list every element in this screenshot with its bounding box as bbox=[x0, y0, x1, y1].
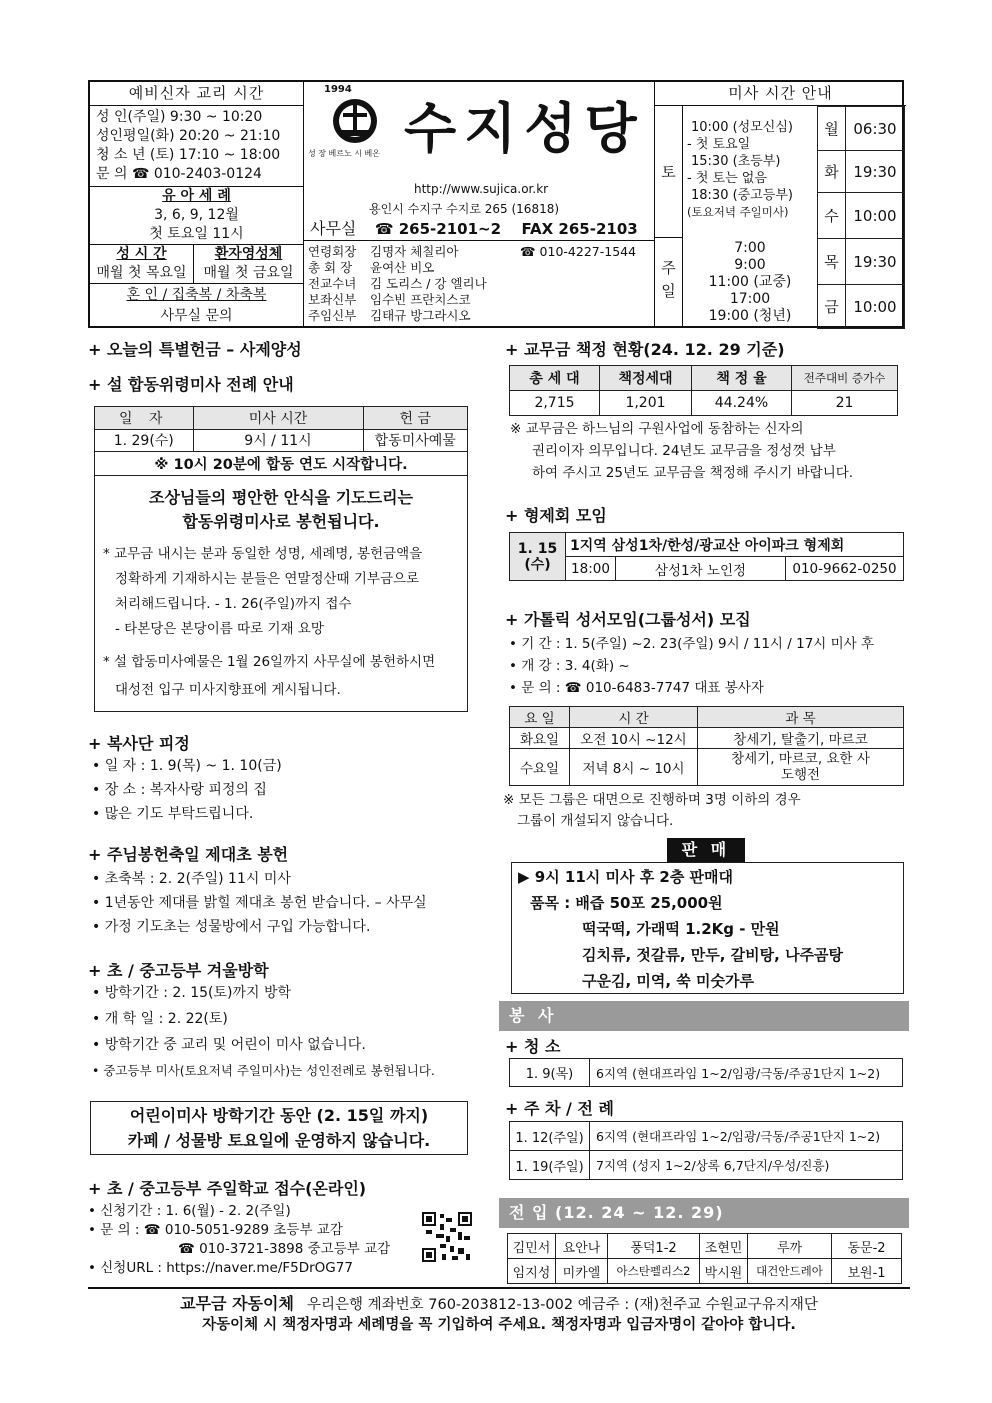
masthead-left bbox=[90, 82, 304, 326]
vacation-item: • 중고등부 미사(토요저녁 주일미사)는 성인전례로 봉헌됩니다. bbox=[92, 1063, 435, 1078]
infant-baptism-title: 유 아 세 례 bbox=[162, 188, 231, 204]
staff-row bbox=[308, 244, 636, 260]
mass-times bbox=[654, 82, 906, 326]
memorial-box bbox=[94, 406, 468, 712]
memorial-note: ※ 10시 20분에 합동 연도 시작합니다. bbox=[95, 451, 467, 475]
parking-date: 1. 19(주일) bbox=[510, 1151, 590, 1180]
memorial-col-time: 미사 시간 bbox=[193, 407, 363, 429]
church-logo-icon bbox=[330, 96, 380, 146]
memorial-text: * 설 합동미사예물은 1월 26일까지 사무실에 봉헌하시면 bbox=[103, 653, 436, 670]
transfer-baptismal: 대건안드레아 bbox=[748, 1259, 832, 1284]
weekday-day: 화 bbox=[818, 151, 846, 193]
church-name: 수지성당 bbox=[404, 97, 645, 160]
staff-role: 보좌신부 bbox=[308, 292, 357, 307]
school-item: • 신청기간 : 1. 6(월) - 2. 2(주일) bbox=[88, 1203, 291, 1219]
sale-box bbox=[511, 862, 904, 994]
catechism-line: 성 인(주일) 9:30 ~ 10:20 bbox=[96, 109, 263, 125]
parking-area: 7지역 (성지 1~2/상록 6,7단지/우성/진흥) bbox=[590, 1151, 903, 1180]
bible-subject: 창세기, 마르코, 요한 사도행전 bbox=[698, 749, 904, 786]
weekday-day: 목 bbox=[818, 239, 846, 285]
footer-autopay-label: 교무금 자동이체 bbox=[180, 1294, 294, 1313]
cleaning-date: 1. 9(목) bbox=[510, 1059, 590, 1087]
sunday-time: 17:00 bbox=[729, 291, 771, 307]
vacation-item: • 방학기간 : 2. 15(토)까지 방학 bbox=[92, 985, 292, 1001]
dues-value: 2,715 bbox=[510, 391, 600, 416]
saturday-time: 10:00 (성모신심) bbox=[691, 120, 793, 135]
marriage-title: 혼 인 / 집축복 / 차축복 bbox=[126, 287, 267, 303]
staff-name: 김명자 체칠리아 bbox=[370, 244, 459, 259]
candle-item: • 초축복 : 2. 2(주일) 11시 미사 bbox=[92, 871, 291, 887]
dues-header-row bbox=[510, 366, 898, 391]
bible-heading: + 가톨릭 성서모임(그룹성서) 모집 bbox=[505, 610, 751, 629]
memorial-date: 1. 29(수) bbox=[95, 429, 193, 451]
weekday-time: 10:00 bbox=[846, 285, 905, 329]
candle-heading: + 주님봉헌축일 제대초 봉헌 bbox=[88, 845, 289, 864]
bible-col: 시 간 bbox=[570, 707, 698, 728]
weekday-day: 수 bbox=[818, 193, 846, 239]
mass-times-title: 미사 시간 안내 bbox=[655, 82, 906, 106]
parking-table bbox=[509, 1121, 903, 1180]
staff-role: 주임신부 bbox=[308, 308, 357, 323]
vacation-notice-line: 어린이미사 방학기간 동안 (2. 15일 까지) bbox=[129, 1106, 429, 1125]
bible-header-row bbox=[510, 707, 904, 728]
dues-col: 총 세 대 bbox=[510, 366, 600, 391]
transfer-table bbox=[507, 1233, 902, 1284]
memorial-main-line: 합동위령미사로 봉헌됩니다. bbox=[182, 511, 380, 531]
transfer-area: 풍덕1-2 bbox=[608, 1234, 700, 1259]
retreat-list bbox=[92, 754, 282, 826]
memorial-heading: + 설 합동위령미사 전례 안내 bbox=[88, 375, 294, 394]
brotherhood-row bbox=[510, 533, 904, 557]
parking-date: 1. 12(주일) bbox=[510, 1122, 590, 1151]
confession-value: 매월 첫 목요일 bbox=[96, 265, 187, 281]
dues-value: 1,201 bbox=[600, 391, 692, 416]
memorial-offering: 합동미사예물 bbox=[363, 429, 467, 451]
saturday-time: - 첫 토는 없음 bbox=[687, 171, 767, 186]
school-item: • 문 의 : ☎ 010-5051-9289 초등부 교감 bbox=[88, 1222, 343, 1238]
dues-note-line: 권리이자 의무입니다. 24년도 교무금을 정성껏 납부 bbox=[532, 443, 836, 459]
vacation-item: • 개 학 일 : 2. 22(토) bbox=[92, 1011, 228, 1027]
staff-role: 총 회 장 bbox=[308, 260, 353, 275]
dues-heading: + 교무금 책정 현황(24. 12. 29 기준) bbox=[505, 340, 785, 359]
sunday-time: 9:00 bbox=[734, 257, 766, 273]
bible-note-line: 그룹이 개설되지 않습니다. bbox=[517, 813, 674, 829]
saturday-time: 15:30 (초등부) bbox=[691, 154, 781, 169]
saturday-times bbox=[687, 119, 817, 221]
weekday-row bbox=[818, 151, 905, 193]
school-list bbox=[88, 1202, 390, 1278]
office-contact bbox=[310, 216, 638, 239]
cleaning-heading: + 청 소 bbox=[505, 1037, 561, 1056]
footer bbox=[88, 1294, 910, 1335]
brotherhood-title: 1지역 삼성1차/한성/광교산 아이파크 형제회 bbox=[566, 533, 904, 557]
retreat-item: • 일 자 : 1. 9(목) ~ 1. 10(금) bbox=[92, 758, 282, 774]
bible-item: • 기 간 : 1. 5(주일) ~2. 23(주일) 9시 / 11시 / 17시 미사 후 bbox=[509, 636, 875, 652]
weekday-mass-table bbox=[817, 106, 905, 329]
brotherhood-phone: 010-9662-0250 bbox=[786, 557, 904, 581]
bible-row bbox=[510, 749, 904, 786]
staff-phone: ☎ 010-4227-1544 bbox=[520, 244, 637, 259]
logo-year: 1994 bbox=[324, 84, 352, 95]
catechism-line: 성인평일(화) 20:20 ~ 21:10 bbox=[96, 128, 281, 144]
saturday-label: 토 bbox=[655, 106, 683, 238]
transfer-row bbox=[508, 1259, 902, 1284]
cleaning-table bbox=[509, 1058, 903, 1087]
transfer-name: 김민서 bbox=[508, 1234, 556, 1259]
sunday-times bbox=[685, 240, 815, 325]
memorial-main-line: 조상님들의 평안한 안식을 기도드리는 bbox=[148, 487, 413, 507]
sale-line: 품목 : 배즙 50포 25,000원 bbox=[530, 894, 723, 912]
logo-caption: 성 장 베르노 시 베온 bbox=[308, 149, 380, 158]
dues-col: 책 정 율 bbox=[692, 366, 792, 391]
staff-name: 김 도리스 / 강 엘리나 bbox=[370, 276, 487, 291]
bible-subject: 창세기, 탈출기, 마르코 bbox=[698, 728, 904, 749]
office-phone: ☎ 265-2101~2 bbox=[374, 220, 502, 238]
retreat-heading: + 복사단 피정 bbox=[88, 734, 190, 753]
dues-table bbox=[509, 365, 898, 416]
sunday-label: 주일 bbox=[655, 238, 683, 328]
staff-list bbox=[308, 244, 636, 324]
cleaning-area: 6지역 (현대프라임 1~2/임광/극동/주공1단지 1~2) bbox=[590, 1059, 903, 1087]
office-label: 사무실 bbox=[310, 219, 357, 238]
sale-line: 구운김, 미역, 쑥 미숫가루 bbox=[582, 972, 754, 990]
sick-communion-value: 매월 첫 금요일 bbox=[203, 265, 294, 281]
brotherhood-heading: + 형제회 모임 bbox=[505, 506, 607, 525]
dues-col: 전주대비 증가수 bbox=[792, 366, 898, 391]
dues-row bbox=[510, 391, 898, 416]
transfer-band: 전 입 (12. 24 ~ 12. 29) bbox=[499, 1198, 909, 1228]
retreat-item: • 많은 기도 부탁드립니다. bbox=[92, 806, 254, 822]
staff-role: 전교수녀 bbox=[308, 276, 357, 291]
memorial-text: - 타본당은 본당이름 따로 기재 요망 bbox=[115, 620, 324, 637]
footer-bank-info: 우리은행 계좌번호 760-203812-13-002 예금주 : (재)천주교 수원교구유지재단 bbox=[306, 1297, 818, 1313]
weekday-day: 금 bbox=[818, 285, 846, 329]
bible-table bbox=[509, 706, 904, 786]
bible-item: • 개 강 : 3. 4(화) ~ bbox=[509, 658, 630, 674]
saturday-time: - 첫 토요일 bbox=[687, 137, 751, 152]
memorial-col-date: 일 자 bbox=[95, 407, 193, 429]
memorial-row bbox=[95, 429, 467, 451]
weekday-row bbox=[818, 193, 905, 239]
masthead-center bbox=[304, 82, 654, 326]
brotherhood-date: 1. 15 (수) bbox=[510, 533, 566, 581]
staff-name: 임수빈 프란치스코 bbox=[370, 292, 471, 307]
staff-row bbox=[308, 292, 636, 308]
vacation-heading: + 초 / 중고등부 겨울방학 bbox=[88, 961, 269, 980]
memorial-paragraph-1 bbox=[95, 542, 467, 642]
sick-communion-title: 환자영성체 bbox=[214, 246, 283, 262]
confession-title: 성 시 간 bbox=[116, 246, 167, 262]
transfer-area: 아스탄펠리스2 bbox=[608, 1259, 700, 1284]
bible-item: • 문 의 : ☎ 010-6483-7747 대표 봉사자 bbox=[509, 680, 764, 696]
staff-row bbox=[308, 308, 636, 324]
staff-role: 연령회장 bbox=[308, 244, 357, 259]
masthead bbox=[88, 80, 904, 328]
memorial-time: 9시 / 11시 bbox=[193, 429, 363, 451]
school-heading: + 초 / 중고등부 주일학교 접수(온라인) bbox=[88, 1179, 367, 1198]
staff-name: 윤여산 비오 bbox=[370, 260, 435, 275]
sunday-time: 11:00 (교중) bbox=[708, 274, 792, 290]
brotherhood-time: 18:00 bbox=[566, 557, 616, 581]
weekday-time: 06:30 bbox=[846, 107, 905, 151]
transfer-baptismal: 미카엘 bbox=[556, 1259, 608, 1284]
parking-row bbox=[510, 1122, 903, 1151]
staff-row bbox=[308, 260, 636, 276]
infant-baptism-day: 첫 토요일 11시 bbox=[149, 226, 244, 242]
transfer-row bbox=[508, 1234, 902, 1259]
vacation-item: • 방학기간 중 교리 및 어린이 미사 없습니다. bbox=[92, 1037, 366, 1053]
footer-line bbox=[88, 1294, 910, 1315]
dues-note-line: 하여 주시고 25년도 교무금을 책정해 주시기 바랍니다. bbox=[532, 465, 854, 481]
weekday-row bbox=[818, 239, 905, 285]
memorial-text: 정확하게 기재하시는 분들은 연말정산때 기부금으로 bbox=[115, 570, 420, 587]
dues-value: 21 bbox=[792, 391, 898, 416]
marriage-value: 사무실 문의 bbox=[160, 308, 233, 324]
bible-time: 오전 10시 ~12시 bbox=[570, 728, 698, 749]
special-offering-heading: + 오늘의 특별헌금 – 사제양성 bbox=[88, 340, 302, 359]
candle-item: • 가정 기도초는 성물방에서 구입 가능합니다. bbox=[92, 919, 371, 935]
footer-rule bbox=[88, 1287, 910, 1289]
address: 용인시 수지구 수지로 265 (16818) bbox=[369, 202, 560, 216]
brotherhood-row bbox=[510, 557, 904, 581]
brotherhood-table bbox=[509, 532, 904, 581]
school-item: ☎ 010-3721-3898 중고등부 교감 bbox=[178, 1241, 391, 1257]
weekday-day: 월 bbox=[818, 107, 846, 151]
school-url[interactable]: • 신청URL : https://naver.me/F5DrOG77 bbox=[88, 1260, 353, 1276]
candle-item: • 1년동안 제대를 밝힐 제대초 봉헌 받습니다. – 사무실 bbox=[92, 895, 427, 911]
weekday-row bbox=[818, 107, 905, 151]
vacation-notice-box bbox=[90, 1101, 468, 1155]
qr-code-icon[interactable] bbox=[422, 1212, 472, 1262]
bible-list bbox=[509, 633, 874, 699]
saturday-time: (토요저녁 주일미사) bbox=[687, 205, 789, 219]
infant-baptism-months: 3, 6, 9, 12월 bbox=[154, 207, 239, 223]
bible-row bbox=[510, 728, 904, 749]
staff-row bbox=[308, 276, 636, 292]
transfer-baptismal: 루까 bbox=[748, 1234, 832, 1259]
dues-note bbox=[510, 418, 853, 484]
memorial-text: 처리해드립니다. - 1. 26(주일)까지 접수 bbox=[115, 595, 352, 612]
weekday-row bbox=[818, 285, 905, 329]
cleaning-row bbox=[510, 1059, 903, 1087]
catechism-title: 예비신자 교리 시간 bbox=[90, 82, 303, 106]
sale-line: 김치류, 젓갈류, 만두, 갈비탕, 나주곰탕 bbox=[582, 946, 844, 964]
memorial-col-offering: 헌 금 bbox=[363, 407, 467, 429]
catechism-line: 청 소 년 (토) 17:10 ~ 18:00 bbox=[96, 147, 281, 163]
service-band: 봉 사 bbox=[499, 1001, 909, 1031]
memorial-table bbox=[95, 407, 467, 476]
bible-time: 저녁 8시 ~ 10시 bbox=[570, 749, 698, 786]
memorial-text: 대성전 입구 미사지향표에 게시됩니다. bbox=[115, 681, 341, 698]
parking-row bbox=[510, 1151, 903, 1180]
sale-line: ▶ 9시 11시 미사 후 2층 판매대 bbox=[518, 868, 734, 886]
weekday-time: 19:30 bbox=[846, 239, 905, 285]
memorial-main bbox=[95, 486, 467, 534]
memorial-paragraph-2 bbox=[95, 648, 467, 704]
footer-line: 자동이체 시 책정자명과 세례명을 꼭 기입하여 주세요. 책정자명과 입금자명이 같아야 합니다. bbox=[202, 1317, 796, 1333]
bible-day: 수요일 bbox=[510, 749, 570, 786]
bible-note bbox=[503, 790, 801, 832]
bible-col: 과 목 bbox=[698, 707, 904, 728]
vacation-notice-line: 카페 / 성물방 토요일에 운영하지 않습니다. bbox=[127, 1131, 431, 1150]
dues-value: 44.24% bbox=[692, 391, 792, 416]
vacation-list bbox=[92, 980, 435, 1084]
memorial-header-row bbox=[95, 407, 467, 429]
parking-heading: + 주 차 / 전 례 bbox=[505, 1099, 614, 1118]
catechism-line: 문 의 ☎ 010-2403-0124 bbox=[96, 166, 262, 182]
memorial-note-row bbox=[95, 451, 467, 475]
candle-list bbox=[92, 867, 427, 939]
saturday-time: 18:30 (중고등부) bbox=[691, 188, 793, 203]
transfer-baptismal: 요안나 bbox=[556, 1234, 608, 1259]
staff-name: 김태규 방그라시오 bbox=[370, 308, 471, 323]
sale-tag: 판 매 bbox=[667, 838, 745, 862]
memorial-text: * 교무금 내시는 분과 동일한 성명, 세례명, 봉헌금액을 bbox=[103, 545, 423, 562]
sunday-time: 7:00 bbox=[734, 240, 766, 256]
transfer-name: 박시원 bbox=[700, 1259, 748, 1284]
retreat-item: • 장 소 : 복자사랑 피정의 집 bbox=[92, 782, 267, 798]
transfer-name: 조현민 bbox=[700, 1234, 748, 1259]
brotherhood-place: 삼성1차 노인정 bbox=[616, 557, 786, 581]
bible-col: 요 일 bbox=[510, 707, 570, 728]
dues-note-line: ※ 교무금은 하느님의 구원사업에 동참하는 신자의 bbox=[510, 421, 804, 437]
weekday-time: 10:00 bbox=[846, 193, 905, 239]
sunday-time: 19:00 (청년) bbox=[708, 308, 792, 324]
office-fax: FAX 265-2103 bbox=[521, 220, 638, 238]
weekday-time: 19:30 bbox=[846, 151, 905, 193]
transfer-name: 임지성 bbox=[508, 1259, 556, 1284]
website-link[interactable]: http://www.sujica.or.kr bbox=[414, 182, 549, 196]
bible-day: 화요일 bbox=[510, 728, 570, 749]
parking-area: 6지역 (현대프라임 1~2/임광/극동/주공1단지 1~2) bbox=[590, 1122, 903, 1151]
sale-line: 떡국떡, 가래떡 1.2Kg - 만원 bbox=[582, 920, 780, 938]
transfer-area: 동문-2 bbox=[832, 1234, 902, 1259]
bible-note-line: ※ 모든 그룹은 대면으로 진행하며 3명 이하의 경우 bbox=[503, 792, 801, 808]
transfer-area: 보원-1 bbox=[832, 1259, 902, 1284]
dues-col: 책정세대 bbox=[600, 366, 692, 391]
